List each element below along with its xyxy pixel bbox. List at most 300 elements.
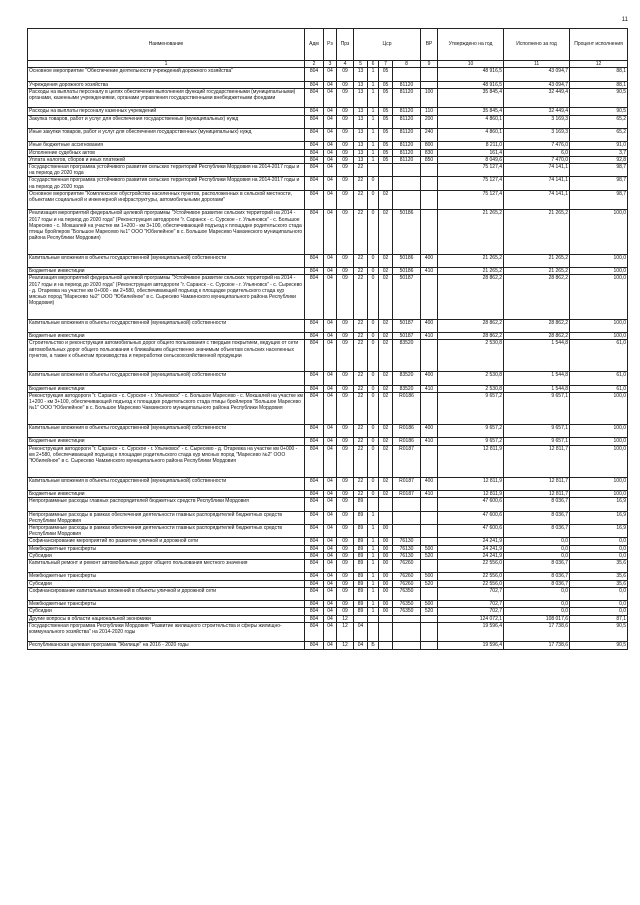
row-csr-2: 0 (368, 177, 379, 190)
row-csr-2: 1 (368, 142, 379, 149)
table-row (28, 490, 628, 497)
row-csr-3: 00 (379, 538, 393, 545)
row-rz: 04 (324, 385, 337, 392)
row-vr (421, 210, 438, 254)
row-pct: 35,6 (570, 573, 628, 580)
row-adm: 804 (305, 88, 324, 108)
table-row (28, 615, 628, 622)
row-adm: 804 (305, 608, 324, 615)
row-prz: 09 (337, 177, 354, 190)
col-number: 1 (28, 61, 305, 68)
table-row (28, 108, 628, 115)
row-name: Исполнение судебных актов (28, 149, 305, 156)
row-csr-4: R0187 (393, 490, 421, 497)
row-plan: 28 862,2 (438, 333, 504, 340)
row-prz: 09 (337, 587, 354, 600)
row-plan: 12 811,9 (438, 445, 504, 477)
row-csr-4: 81120 (393, 108, 421, 115)
row-csr-2: 1 (368, 81, 379, 88)
row-csr-3: 00 (379, 573, 393, 580)
row-vr: 100 (421, 88, 438, 108)
row-csr-3: 02 (379, 275, 393, 319)
row-csr-2: 1 (368, 545, 379, 552)
row-adm: 804 (305, 490, 324, 497)
row-pct: 100,0 (570, 438, 628, 445)
row-vr: 110 (421, 108, 438, 115)
row-pct: 100,0 (570, 210, 628, 254)
row-prz: 09 (337, 498, 354, 511)
table-row (28, 580, 628, 587)
header-csr: Цср (354, 29, 421, 61)
row-name: Бюджетные инвестиции (28, 490, 305, 497)
header-pct: Процент исполнения (570, 29, 628, 61)
row-name: Капитальные вложения в объекты государственной (муниципальной) собственности (28, 254, 305, 267)
row-csr-3: 05 (379, 128, 393, 141)
row-pct: 16,9 (570, 498, 628, 511)
row-adm: 804 (305, 254, 324, 267)
row-csr-2 (368, 615, 379, 622)
row-csr-1: 89 (354, 552, 368, 559)
row-pct: 3,7 (570, 149, 628, 156)
table-row (28, 190, 628, 210)
row-name: Иные бюджетные ассигнования (28, 142, 305, 149)
row-fact: 0,0 (504, 552, 570, 559)
row-pct: 87,1 (570, 615, 628, 622)
row-name: Строительство и реконструкция автомобильных дорог общего пользования с твердым покрытием, ведущих от сети автомобильных дорог общего пользования к ближайшим общественно значимым объектам сельских населенных пунктов, а также к объектам производства и переработки сельскохозяйственной продукции (28, 340, 305, 372)
row-adm: 804 (305, 622, 324, 642)
row-csr-2: 1 (368, 559, 379, 572)
row-prz: 09 (337, 524, 354, 537)
row-csr-4: 81120 (393, 142, 421, 149)
row-pct: 100,0 (570, 254, 628, 267)
row-csr-4: 76130 (393, 538, 421, 545)
row-rz: 04 (324, 392, 337, 424)
row-fact: 1 544,8 (504, 385, 570, 392)
row-adm: 804 (305, 210, 324, 254)
col-number: 8 (393, 61, 421, 68)
row-prz: 09 (337, 88, 354, 108)
row-csr-1: 22 (354, 438, 368, 445)
row-rz: 04 (324, 68, 337, 81)
row-adm: 804 (305, 372, 324, 385)
row-plan: 22 556,0 (438, 573, 504, 580)
row-adm: 804 (305, 477, 324, 490)
col-number: 6 (368, 61, 379, 68)
row-adm: 804 (305, 424, 324, 437)
row-adm: 804 (305, 149, 324, 156)
row-vr: 400 (421, 477, 438, 490)
row-vr: 500 (421, 601, 438, 608)
row-pct: 16,9 (570, 511, 628, 524)
row-prz: 09 (337, 445, 354, 477)
row-adm: 804 (305, 128, 324, 141)
row-pct: 35,6 (570, 580, 628, 587)
row-csr-2: 1 (368, 68, 379, 81)
row-csr-1: 89 (354, 587, 368, 600)
row-rz: 04 (324, 115, 337, 128)
row-csr-4: 81120 (393, 81, 421, 88)
row-csr-1: 22 (354, 177, 368, 190)
row-name: Межбюджетные трансферты (28, 601, 305, 608)
row-name: Уплата налогов, сборов и иных платежей (28, 156, 305, 163)
row-csr-2: 1 (368, 580, 379, 587)
row-csr-4: 76130 (393, 552, 421, 559)
row-plan: 47 600,6 (438, 498, 504, 511)
header-rz: Рз (324, 29, 337, 61)
row-csr-3: 00 (379, 524, 393, 537)
row-name: Субсидии (28, 580, 305, 587)
row-csr-4 (393, 68, 421, 81)
row-csr-2: 1 (368, 587, 379, 600)
row-csr-1: 22 (354, 319, 368, 332)
row-csr-1: 13 (354, 156, 368, 163)
row-adm: 804 (305, 275, 324, 319)
row-pct: 35,6 (570, 559, 628, 572)
row-plan: 8 211,0 (438, 142, 504, 149)
table-body (28, 68, 628, 649)
row-adm: 804 (305, 552, 324, 559)
row-csr-2: 0 (368, 490, 379, 497)
row-name: Капитальные вложения в объекты государственной (муниципальной) собственности (28, 372, 305, 385)
col-number: 5 (354, 61, 368, 68)
row-csr-3: 00 (379, 608, 393, 615)
row-pct: 0,0 (570, 608, 628, 615)
header-plan: Утверждено на год (438, 29, 504, 61)
row-plan: 702,7 (438, 601, 504, 608)
row-fact: 74 141,1 (504, 177, 570, 190)
table-row (28, 156, 628, 163)
row-vr (421, 190, 438, 210)
row-csr-2: 0 (368, 477, 379, 490)
row-csr-2: 0 (368, 268, 379, 275)
row-prz: 09 (337, 580, 354, 587)
row-plan: 702,7 (438, 587, 504, 600)
row-csr-1: 13 (354, 68, 368, 81)
row-pct: 0,0 (570, 552, 628, 559)
row-csr-4 (393, 524, 421, 537)
row-csr-3 (379, 177, 393, 190)
row-vr: 410 (421, 333, 438, 340)
row-fact: 17 738,6 (504, 642, 570, 649)
row-plan: 22 556,0 (438, 559, 504, 572)
row-csr-2: 1 (368, 115, 379, 128)
row-csr-3 (379, 163, 393, 176)
row-csr-1: 22 (354, 268, 368, 275)
row-name: Расходы на выплаты персоналу в целях обеспечения выполнения функций государственными (муниципальными) органами, казенными учреждениями, органами управления государственными внебюджетными фондами (28, 88, 305, 108)
row-prz: 09 (337, 108, 354, 115)
row-csr-3: 05 (379, 68, 393, 81)
row-adm: 804 (305, 445, 324, 477)
row-rz: 04 (324, 268, 337, 275)
row-plan: 75 127,4 (438, 177, 504, 190)
row-prz: 09 (337, 142, 354, 149)
table-row (28, 438, 628, 445)
row-fact: 1 544,8 (504, 340, 570, 372)
col-number: 4 (337, 61, 354, 68)
row-name: Непрограммные расходы главных распорядителей бюджетных средств Республики Мордовия (28, 498, 305, 511)
row-csr-1: 22 (354, 163, 368, 176)
row-csr-3: 05 (379, 142, 393, 149)
table-row (28, 115, 628, 128)
col-number: 11 (504, 61, 570, 68)
row-plan: 48 916,5 (438, 68, 504, 81)
row-rz: 04 (324, 552, 337, 559)
row-plan: 8 049,6 (438, 156, 504, 163)
row-name: Реализация мероприятий федеральной целевой программы "Устойчивое развитие сельских территорий на 2014 - 2017 годы и на период до 2020 года" (Реконструкция автодороги "г. Саранск - с. Сурское - г. Ульяновск" - с. Большое Маресево - с. Мокшалей на участке км 1+200 - км 3+100, обеспечивающей подъезд к площадке родительского стада птицы бройлеров "Большое Маресево №1" ООО "Юбилейное" в с. Большое Маресево Чамзинского муниципального района Республики Мордовия) (28, 210, 305, 254)
row-csr-4: 83520 (393, 385, 421, 392)
header-adm: Адм (305, 29, 324, 61)
row-fact: 7 476,0 (504, 142, 570, 149)
row-csr-3: 00 (379, 559, 393, 572)
row-adm: 804 (305, 580, 324, 587)
table-row (28, 622, 628, 642)
row-name: Софинансирование мероприятий по развитию уличной и дорожной сети (28, 538, 305, 545)
row-csr-2: 1 (368, 128, 379, 141)
col-number: 3 (324, 61, 337, 68)
row-csr-1: 89 (354, 559, 368, 572)
row-csr-1: 22 (354, 392, 368, 424)
row-vr (421, 177, 438, 190)
row-csr-3: 02 (379, 490, 393, 497)
row-csr-1: 89 (354, 498, 368, 511)
row-csr-2: 1 (368, 601, 379, 608)
row-name: Основное мероприятие "Обеспечение деятельности учреждений дорожного хозяйства" (28, 68, 305, 81)
row-csr-2: 1 (368, 511, 379, 524)
row-fact: 0,0 (504, 545, 570, 552)
row-adm: 804 (305, 81, 324, 88)
row-csr-3: 02 (379, 392, 393, 424)
row-csr-1: 22 (354, 254, 368, 267)
row-csr-4: 76130 (393, 545, 421, 552)
row-vr: 410 (421, 385, 438, 392)
row-fact: 28 862,2 (504, 275, 570, 319)
row-rz: 04 (324, 333, 337, 340)
row-prz: 09 (337, 115, 354, 128)
row-prz: 09 (337, 552, 354, 559)
row-name: Непрограммные расходы в рамках обеспечения деятельности главных распорядителей бюджетных средств Республики Мордовия (28, 511, 305, 524)
table-row (28, 445, 628, 477)
row-prz: 09 (337, 128, 354, 141)
row-csr-3: 02 (379, 477, 393, 490)
row-vr (421, 559, 438, 572)
row-name: Непрограммные расходы в рамках обеспечения деятельности главных распорядителей бюджетных средств Республики Мордовия (28, 524, 305, 537)
table-row (28, 552, 628, 559)
row-name: Реализация мероприятий федеральной целевой программы "Устойчивое развитие сельских территорий на 2014 - 2017 годы и на период до 2020 года" (Реконструкция автодороги "г. Саранск - с. Сурское - г. Ульяновск" - с. Сыресево - д. Отаревка на участке км 0+000 - км 2+580, обеспечивающей подъезд к площадке родительского стада кур мясных пород "Маресево №2" ООО "Юбилейное" в с. Сыресево Чамзинского муниципального района Республики Мордовия) (28, 275, 305, 319)
row-fact: 28 862,2 (504, 333, 570, 340)
row-pct: 98,7 (570, 177, 628, 190)
row-csr-1: 89 (354, 573, 368, 580)
row-name: Софинансирование капитальных вложений в объекты уличной и дорожной сети (28, 587, 305, 600)
row-csr-3: 02 (379, 372, 393, 385)
row-prz: 09 (337, 392, 354, 424)
row-csr-3: 02 (379, 268, 393, 275)
row-vr (421, 511, 438, 524)
col-number: 9 (421, 61, 438, 68)
row-rz: 04 (324, 424, 337, 437)
row-csr-2: 1 (368, 538, 379, 545)
row-fact: 12 811,7 (504, 490, 570, 497)
header-row (28, 29, 628, 61)
row-csr-4: 50186 (393, 210, 421, 254)
row-csr-1: 13 (354, 142, 368, 149)
row-plan: 4 860,1 (438, 128, 504, 141)
row-plan: 9 657,2 (438, 392, 504, 424)
row-rz: 04 (324, 642, 337, 649)
row-csr-4 (393, 498, 421, 511)
row-plan: 9 657,2 (438, 438, 504, 445)
row-rz: 04 (324, 438, 337, 445)
row-csr-3 (379, 511, 393, 524)
row-csr-3: 02 (379, 340, 393, 372)
row-csr-3: 00 (379, 552, 393, 559)
table-row (28, 275, 628, 319)
row-csr-4: 81120 (393, 88, 421, 108)
row-plan: 24 241,9 (438, 552, 504, 559)
row-csr-1: 89 (354, 538, 368, 545)
header-name: Наименование (28, 29, 305, 61)
table-row (28, 81, 628, 88)
row-plan: 9 657,2 (438, 424, 504, 437)
row-rz: 04 (324, 319, 337, 332)
row-rz: 04 (324, 524, 337, 537)
row-adm: 804 (305, 587, 324, 600)
row-rz: 04 (324, 573, 337, 580)
row-csr-4: 50187 (393, 275, 421, 319)
row-csr-2: 1 (368, 156, 379, 163)
row-fact: 21 265,2 (504, 254, 570, 267)
row-csr-4 (393, 642, 421, 649)
row-csr-2: 0 (368, 385, 379, 392)
table-row (28, 573, 628, 580)
row-plan: 75 127,4 (438, 163, 504, 176)
row-vr (421, 392, 438, 424)
header-vr: ВР (421, 29, 438, 61)
row-pct: 90,5 (570, 88, 628, 108)
row-csr-2: 0 (368, 319, 379, 332)
row-csr-3: 05 (379, 115, 393, 128)
row-fact: 8 036,7 (504, 580, 570, 587)
row-csr-1: 89 (354, 511, 368, 524)
row-csr-4: 81120 (393, 149, 421, 156)
table-row (28, 477, 628, 490)
row-csr-1: 22 (354, 477, 368, 490)
row-prz: 09 (337, 372, 354, 385)
row-csr-2: 1 (368, 524, 379, 537)
row-vr: 400 (421, 424, 438, 437)
row-csr-3: 02 (379, 445, 393, 477)
row-fact: 8 036,7 (504, 524, 570, 537)
row-prz: 09 (337, 573, 354, 580)
row-fact: 8 036,7 (504, 559, 570, 572)
row-csr-4: 76260 (393, 559, 421, 572)
row-vr: 520 (421, 580, 438, 587)
row-pct: 0,0 (570, 545, 628, 552)
row-csr-2: 0 (368, 210, 379, 254)
col-number: 12 (570, 61, 628, 68)
row-pct: 100,0 (570, 333, 628, 340)
row-plan: 28 862,2 (438, 275, 504, 319)
row-vr: 830 (421, 149, 438, 156)
row-pct: 92,8 (570, 156, 628, 163)
row-csr-1: 22 (354, 190, 368, 210)
table-row (28, 511, 628, 524)
row-csr-1: 22 (354, 340, 368, 372)
row-csr-3: 02 (379, 319, 393, 332)
table-row (28, 163, 628, 176)
row-fact: 0,0 (504, 587, 570, 600)
budget-table (27, 28, 628, 650)
row-csr-3: 00 (379, 580, 393, 587)
row-prz: 09 (337, 545, 354, 552)
row-fact: 7 470,0 (504, 156, 570, 163)
row-vr (421, 340, 438, 372)
header-fact: Исполнено за год (504, 29, 570, 61)
row-csr-1: 89 (354, 580, 368, 587)
row-prz: 09 (337, 149, 354, 156)
row-adm: 804 (305, 340, 324, 372)
row-csr-3: 00 (379, 545, 393, 552)
row-csr-1: 13 (354, 149, 368, 156)
table-row (28, 587, 628, 600)
row-adm: 804 (305, 156, 324, 163)
table-row (28, 608, 628, 615)
table-row (28, 559, 628, 572)
row-csr-2: 1 (368, 88, 379, 108)
row-adm: 804 (305, 319, 324, 332)
row-prz: 12 (337, 622, 354, 642)
row-csr-3: 02 (379, 385, 393, 392)
row-csr-2: 1 (368, 108, 379, 115)
row-pct: 100,0 (570, 268, 628, 275)
row-prz: 09 (337, 608, 354, 615)
row-plan: 19 596,4 (438, 622, 504, 642)
row-adm: 804 (305, 498, 324, 511)
row-csr-4: 76350 (393, 587, 421, 600)
row-csr-4 (393, 163, 421, 176)
row-name: Расходы на выплаты персоналу казенных учреждений (28, 108, 305, 115)
row-prz: 09 (337, 490, 354, 497)
row-vr (421, 615, 438, 622)
row-prz: 09 (337, 268, 354, 275)
row-fact: 6,0 (504, 149, 570, 156)
row-fact: 28 862,2 (504, 319, 570, 332)
row-vr: 410 (421, 438, 438, 445)
row-csr-2 (368, 163, 379, 176)
row-csr-1: 22 (354, 490, 368, 497)
row-prz: 09 (337, 559, 354, 572)
table-row (28, 210, 628, 254)
table-row (28, 68, 628, 81)
row-adm: 804 (305, 601, 324, 608)
row-plan: 2 530,8 (438, 385, 504, 392)
row-name: Капитальный ремонт и ремонт автомобильных дорог общего пользования местного значения (28, 559, 305, 572)
row-adm: 804 (305, 642, 324, 649)
row-rz: 04 (324, 545, 337, 552)
row-fact: 74 141,1 (504, 163, 570, 176)
row-fact: 3 169,3 (504, 128, 570, 141)
row-adm: 804 (305, 392, 324, 424)
row-pct: 65,2 (570, 128, 628, 141)
row-csr-1: 22 (354, 445, 368, 477)
row-rz: 04 (324, 149, 337, 156)
row-plan: 35 845,4 (438, 108, 504, 115)
row-rz: 04 (324, 108, 337, 115)
row-pct: 88,1 (570, 68, 628, 81)
row-pct: 90,5 (570, 622, 628, 642)
row-rz: 04 (324, 81, 337, 88)
row-csr-3: 00 (379, 601, 393, 608)
row-fact: 12 811,7 (504, 445, 570, 477)
